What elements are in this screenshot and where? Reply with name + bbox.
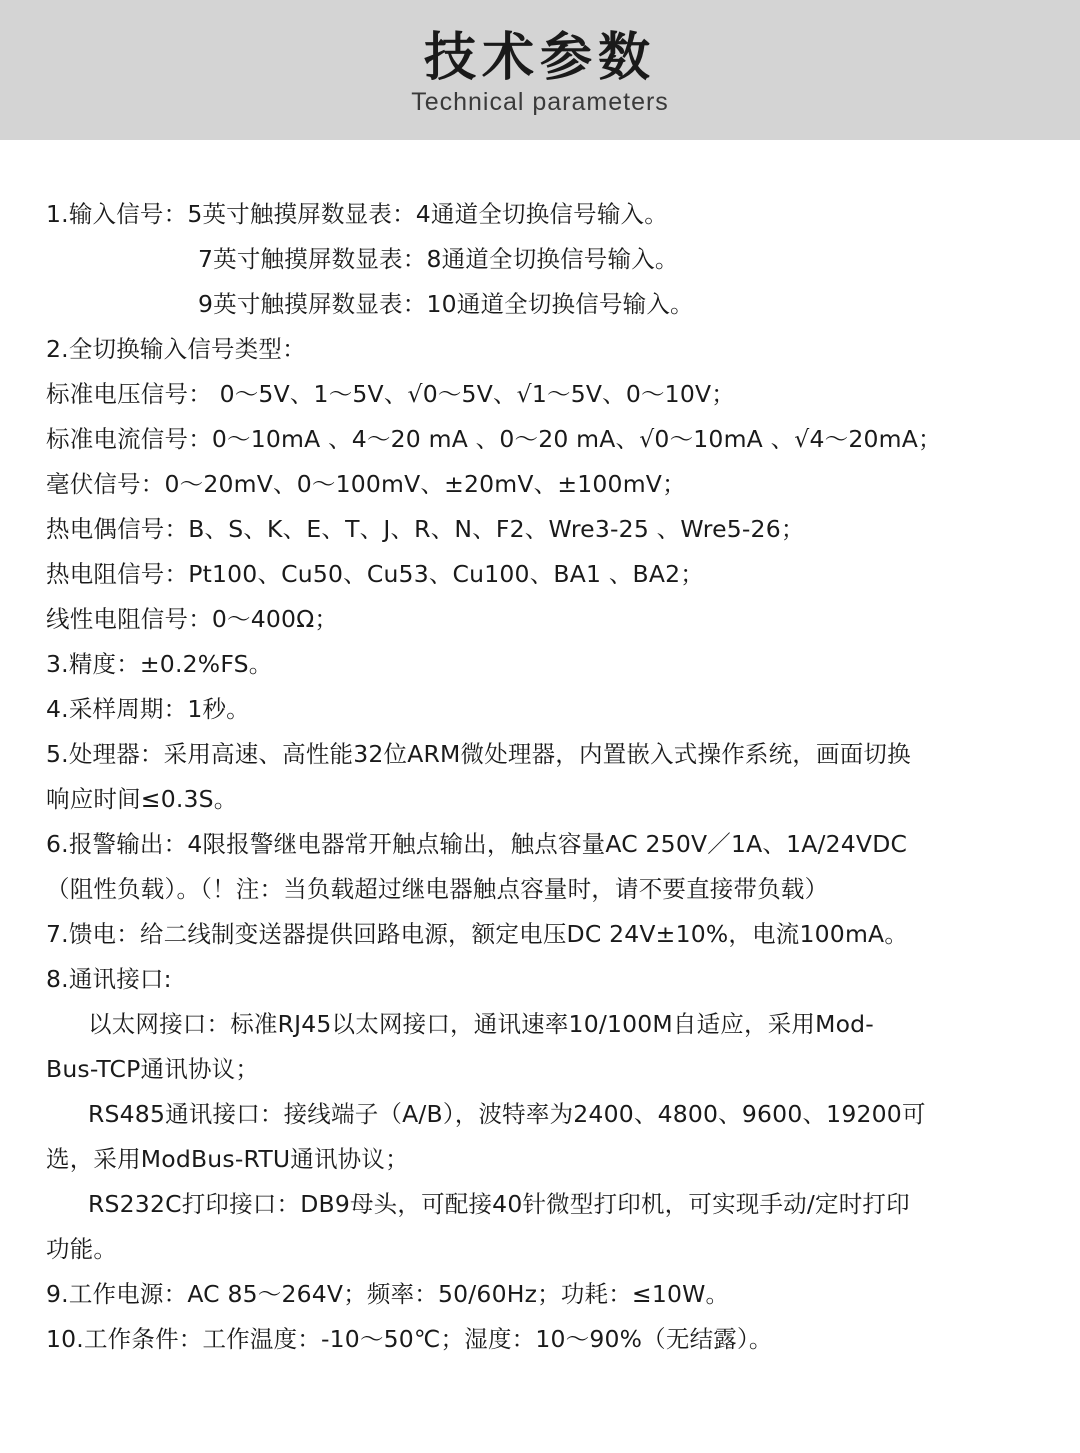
spec-line: 7.馈电：给二线制变送器提供回路电源，额定电压DC 24V±10%，电流100mA。 bbox=[46, 920, 909, 948]
page-subtitle: Technical parameters bbox=[411, 87, 669, 116]
spec-line: 热电偶信号：B、S、K、E、T、J、R、N、F2、Wre3-25 、Wre5-26； bbox=[46, 515, 805, 543]
spec-line: （阻性负载）。（！注：当负载超过继电器触点容量时，请不要直接带负载） bbox=[46, 875, 829, 903]
spec-line: RS485通讯接口：接线端子（A/B），波特率为2400、4800、9600、19200可 bbox=[88, 1100, 926, 1128]
spec-line: RS232C打印接口：DB9母头，可配接40针微型打印机，可实现手动/定时打印 bbox=[88, 1190, 910, 1218]
spec-line: 9.工作电源：AC 85～264V；频率：50/60Hz；功耗：≤10W。 bbox=[46, 1280, 730, 1308]
spec-line: 功能。 bbox=[46, 1235, 118, 1263]
spec-line: 10.工作条件：工作温度：-10～50℃；湿度：10～90%（无结露）。 bbox=[46, 1325, 773, 1353]
spec-line: 响应时间≤0.3S。 bbox=[46, 785, 238, 813]
spec-line: 3.精度：±0.2%FS。 bbox=[46, 650, 273, 678]
spec-line: 1.输入信号：5英寸触摸屏数显表：4通道全切换信号输入。 bbox=[46, 200, 668, 228]
spec-line: 选，采用ModBus-RTU通讯协议； bbox=[46, 1145, 409, 1173]
spec-line: 4.采样周期：1秒。 bbox=[46, 695, 250, 723]
page-title: 技术参数 bbox=[423, 28, 656, 89]
spec-line: 7英寸触摸屏数显表：8通道全切换信号输入。 bbox=[198, 245, 679, 273]
page-header-banner bbox=[0, 0, 1080, 140]
spec-line: 热电阻信号：Pt100、Cu50、Cu53、Cu100、BA1 、BA2； bbox=[46, 560, 704, 588]
spec-line: 9英寸触摸屏数显表：10通道全切换信号输入。 bbox=[198, 290, 694, 318]
spec-line: 标准电压信号： 0～5V、1～5V、√0～5V、√1～5V、0～10V； bbox=[46, 380, 735, 408]
spec-line: 5.处理器：采用高速、高性能32位ARM微处理器，内置嵌入式操作系统，画面切换 bbox=[46, 740, 911, 768]
spec-line: 标准电流信号：0～10mA 、4～20 mA 、0～20 mA、√0～10mA 、√4～20mA； bbox=[46, 425, 942, 453]
spec-line: Bus-TCP通讯协议； bbox=[46, 1055, 260, 1083]
spec-line: 8.通讯接口: bbox=[46, 965, 172, 993]
specifications-body bbox=[0, 140, 1080, 1362]
spec-line: 毫伏信号：0～20mV、0～100mV、±20mV、±100mV； bbox=[46, 470, 686, 498]
spec-line: 线性电阻信号：0～400Ω； bbox=[46, 605, 339, 633]
spec-line: 2.全切换输入信号类型： bbox=[46, 335, 306, 363]
spec-line: 6.报警输出：4限报警继电器常开触点输出，触点容量AC 250V／1A、1A/24VDC bbox=[46, 830, 908, 858]
spec-line: 以太网接口：标准RJ45以太网接口，通讯速率10/100M自适应，采用Mod- bbox=[88, 1010, 874, 1038]
